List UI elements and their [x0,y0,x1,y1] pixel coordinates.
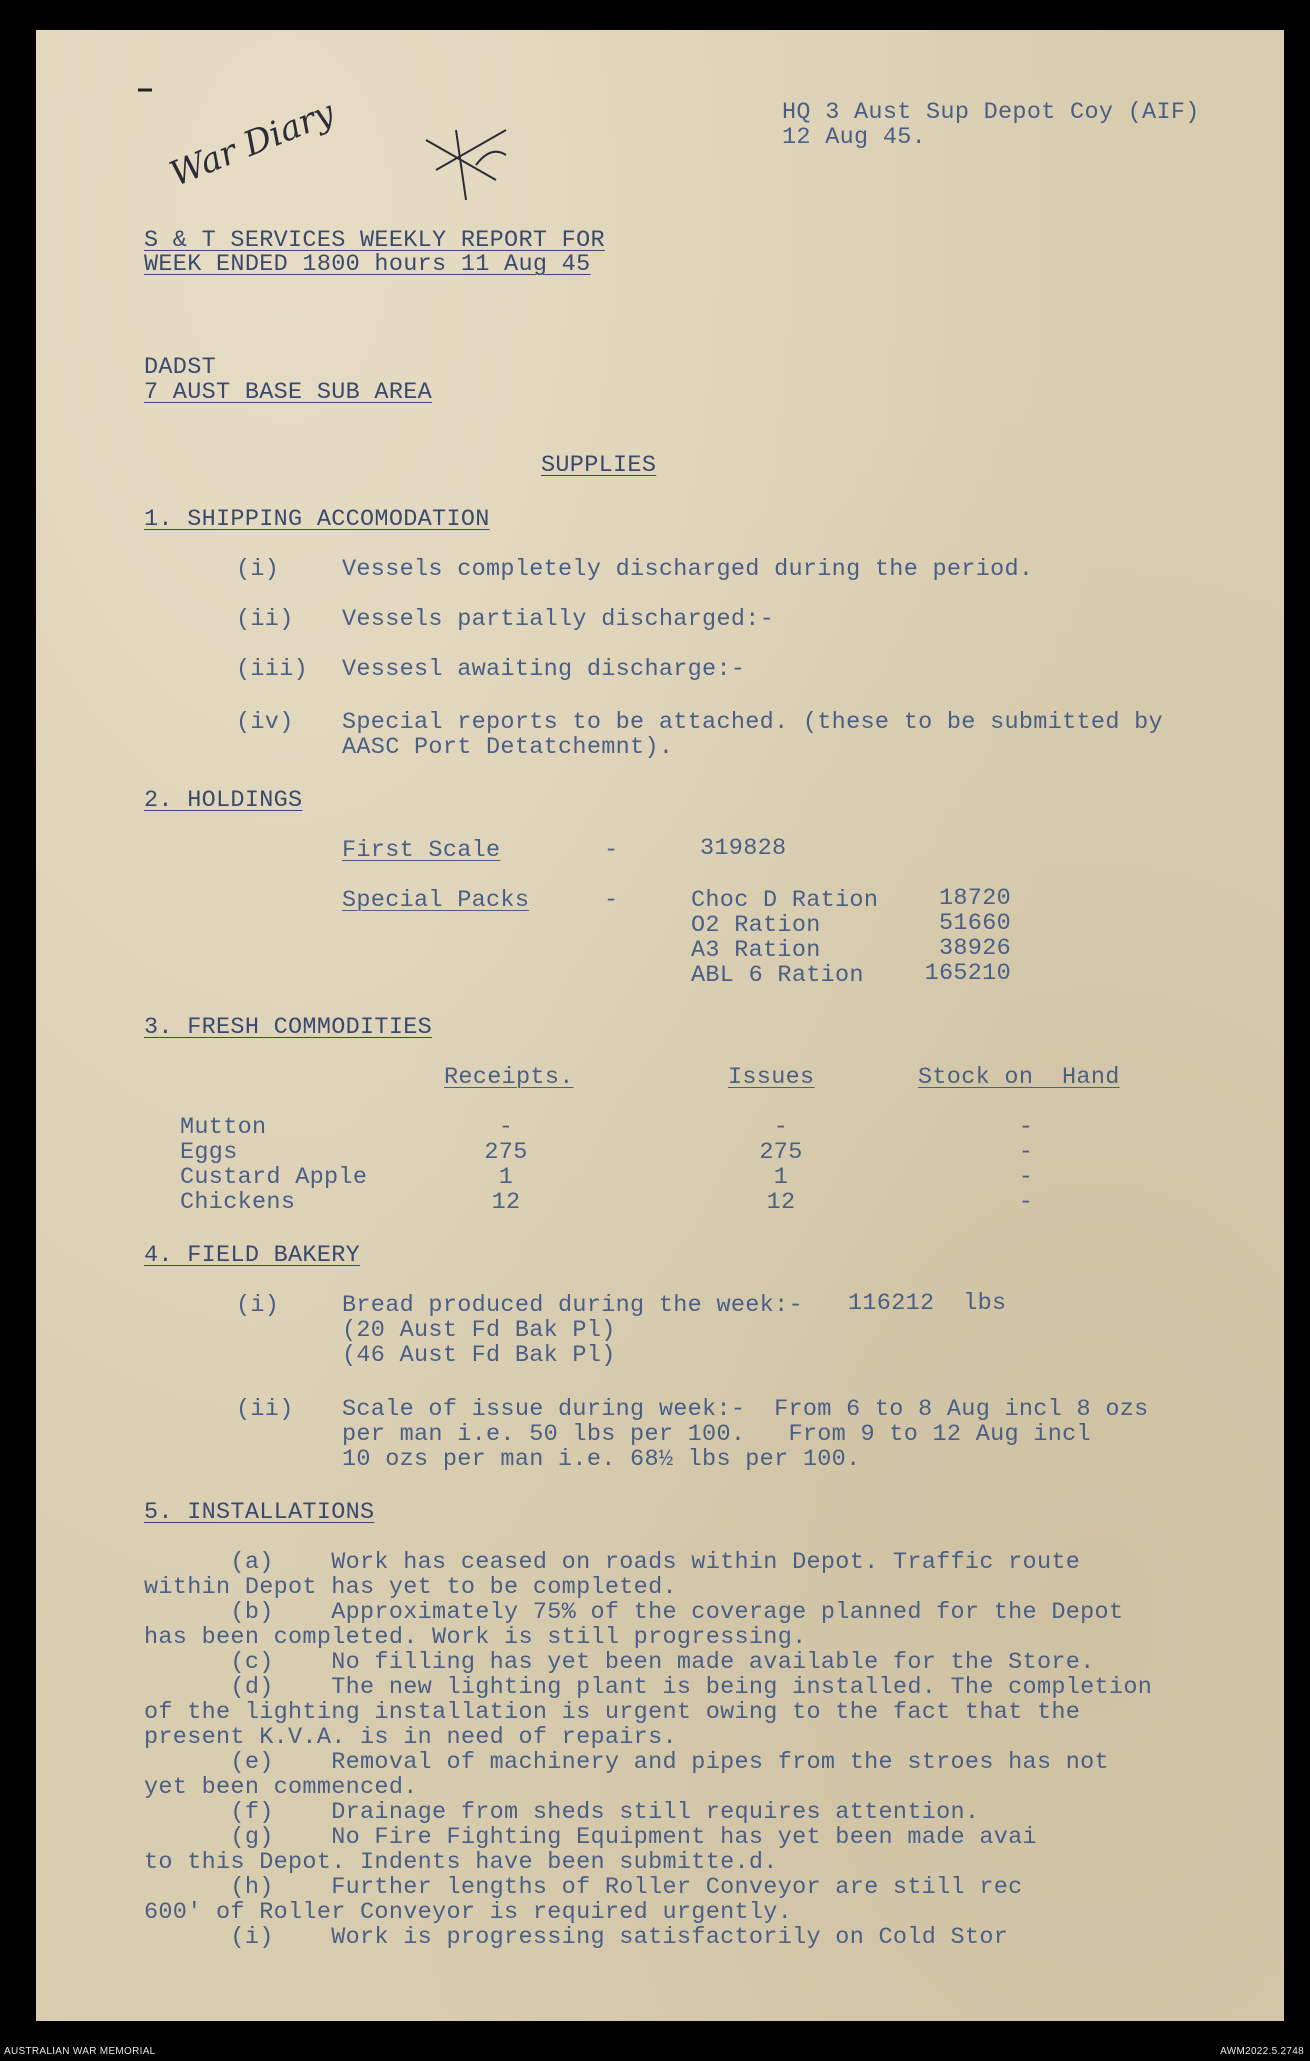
first-scale-dash: - [604,837,619,864]
section1-heading: 1. SHIPPING ACCOMODATION [144,506,490,533]
s4-item1-num: (i) [236,1292,280,1319]
commodity-stock: - [1018,1114,1034,1141]
s4-item1-sub1: (20 Aust Fd Bak Pl) [342,1317,616,1344]
s1-item4-text2: AASC Port Detatchemnt). [342,734,674,761]
addressee-line1: DADST [144,354,217,381]
footer-reference: AWM2022.5.2748 [1220,2046,1304,2057]
supplies-heading: SUPPLIES [541,452,657,479]
commodity-issues: 1 [773,1164,789,1191]
commodity-item: Mutton [180,1114,267,1141]
commodity-stock: - [1018,1139,1034,1166]
commodity-issues: 12 [766,1189,796,1216]
s5-line: (e) Removal of machinery and pipes from the stroes has not [144,1749,1109,1776]
signature-scribble [426,130,506,200]
s5-line: (f) Drainage from sheds still requires attention. [144,1799,980,1826]
header-unit: HQ 3 Aust Sup Depot Coy (AIF) [782,99,1200,126]
s1-item2-num: (ii) [236,606,294,633]
section5-heading: 5. INSTALLATIONS [144,1499,375,1526]
s5-line: within Depot has yet to be completed. [144,1574,677,1601]
commodity-stock: - [1018,1164,1034,1191]
col-stock: Stock on Hand [918,1064,1120,1091]
special-packs-label: Special Packs [342,887,530,914]
s1-item2-text: Vessels partially discharged:- [342,606,775,633]
s5-line: (a) Work has ceased on roads within Depot. Traffic route [144,1549,1081,1576]
s5-line: (h) Further lengths of Roller Conveyor are still rec [144,1874,1023,1901]
commodity-item: Eggs [180,1139,238,1166]
s5-line: has been completed. Work is still progressing. [144,1624,807,1651]
s4-item2-line3: 10 ozs per man i.e. 68½ lbs per 100. [342,1446,861,1473]
s1-item3-num: (iii) [236,656,309,683]
commodity-item: Chickens [180,1189,296,1216]
pack-name: ABL 6 Ration [691,962,864,989]
s5-line: of the lighting installation is urgent owing to the fact that the [144,1699,1081,1726]
s5-line: (b) Approximately 75% of the coverage planned for the Depot [144,1599,1124,1626]
commodity-receipts: 12 [491,1189,521,1216]
first-scale-label: First Scale [342,837,501,864]
s5-line: (g) No Fire Fighting Equipment has yet been made avai [144,1824,1037,1851]
s1-item4-num: (iv) [236,709,294,736]
handwritten-annotation [126,70,546,220]
s5-line: (c) No filling has yet been made available for the Store. [144,1649,1095,1676]
col-issues: Issues [728,1064,815,1091]
commodity-issues: 275 [759,1139,803,1166]
s1-item1-num: (i) [236,556,280,583]
commodity-issues: - [773,1114,789,1141]
section3-heading: 3. FRESH COMMODITIES [144,1014,433,1041]
s4-item2-line1: Scale of issue during week:- From 6 to 8 Aug incl 8 ozs [342,1396,1149,1423]
col-receipts: Receipts. [444,1064,574,1091]
report-title-line1: S & T SERVICES WEEKLY REPORT FOR [144,227,605,254]
pack-qty: 51660 [938,910,1011,937]
pack-qty: 18720 [938,885,1011,912]
s5-line: (i) Work is progressing satisfactorily on Cold Stor [144,1924,1009,1951]
s5-line: (d) The new lighting plant is being installed. The completion [144,1674,1153,1701]
s1-item1-text: Vessels completely discharged during the period. [342,556,1034,583]
s1-item4-text: Special reports to be attached. (these to be submitted by [342,709,1163,736]
s1-item3-text: Vessesl awaiting discharge:- [342,656,746,683]
s5-line: to this Depot. Indents have been submitte.d. [144,1849,778,1876]
pack-name: A3 Ration [691,937,821,964]
commodity-receipts: 1 [498,1164,514,1191]
pack-name: O2 Ration [691,912,821,939]
document-page [36,30,1284,2021]
first-scale-value: 319828 [700,835,787,862]
s5-line: present K.V.A. is in need of repairs. [144,1724,677,1751]
s5-line: 600' of Roller Conveyor is required urgently. [144,1899,793,1926]
special-packs-dash: - [604,887,619,914]
section2-heading: 2. HOLDINGS [144,787,303,814]
s4-item2-num: (ii) [236,1396,294,1423]
commodity-stock: - [1018,1189,1034,1216]
s5-line: yet been commenced. [144,1774,418,1801]
handwritten-note: War Diary [164,92,340,195]
report-title-line2: WEEK ENDED 1800 hours 11 Aug 45 [144,251,591,278]
s4-item1-value: 116212 lbs [848,1290,1007,1317]
s4-item1-sub2: (46 Aust Fd Bak Pl) [342,1342,616,1369]
commodity-item: Custard Apple [180,1164,368,1191]
s4-item2-line2: per man i.e. 50 lbs per 100. From 9 to 12 Aug incl [342,1421,1091,1448]
s4-item1-text: Bread produced during the week:- [342,1292,803,1319]
commodity-receipts: - [498,1114,514,1141]
commodity-receipts: 275 [484,1139,528,1166]
section4-heading: 4. FIELD BAKERY [144,1242,361,1269]
header-date: 12 Aug 45. [782,124,927,151]
footer-source: AUSTRALIAN WAR MEMORIAL [4,2046,156,2057]
addressee-line2: 7 AUST BASE SUB AREA [144,379,433,406]
pack-name: Choc D Ration [691,887,879,914]
pack-qty: 38926 [938,935,1011,962]
pack-qty: 165210 [924,960,1011,987]
